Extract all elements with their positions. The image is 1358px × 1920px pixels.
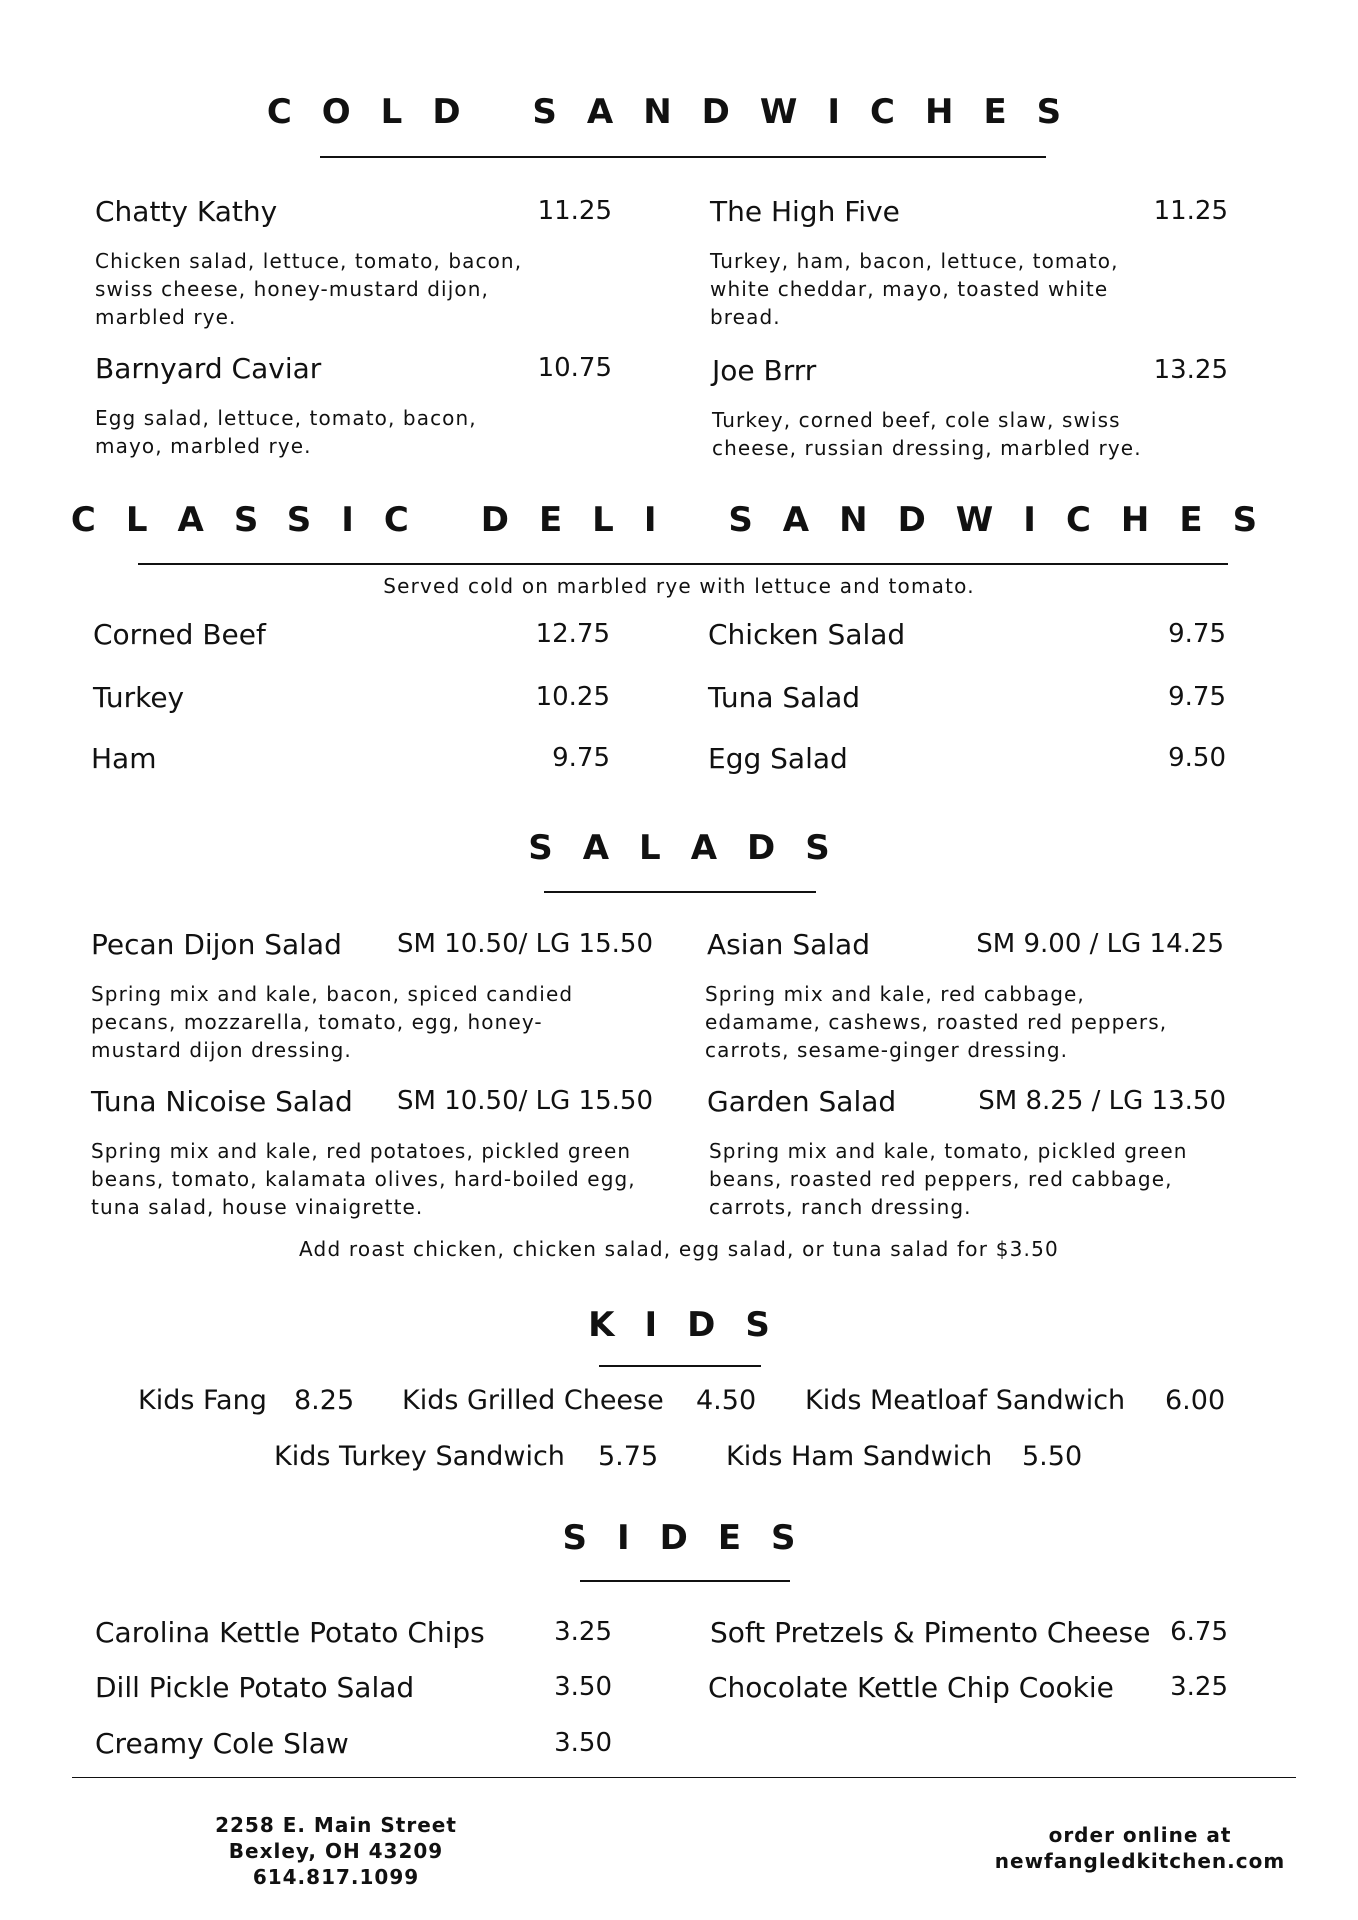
menu-item-price: 3.25 — [554, 1617, 612, 1647]
menu-item-name: The High Five — [710, 195, 900, 228]
website-link[interactable]: newfangledkitchen.com — [994, 1849, 1286, 1873]
kids-item-name: Kids Meatloaf Sandwich — [805, 1385, 1126, 1416]
menu-item-name: Chatty Kathy — [95, 195, 278, 228]
kids-item-name: Kids Fang — [138, 1385, 267, 1416]
kids-item-name: Kids Grilled Cheese — [402, 1385, 664, 1416]
cold-sandwiches-heading: COLD SANDWICHES — [266, 92, 1092, 132]
menu-item-description: Spring mix and kale, tomato, pickled green beans, roasted red peppers, red cabbage, carrots, ranch dressing. — [709, 1139, 1188, 1219]
menu-item-price: 3.50 — [554, 1728, 612, 1758]
menu-item-price: 13.25 — [1153, 355, 1228, 385]
menu-item-name: Ham — [91, 742, 157, 775]
kids-item-price: 8.25 — [294, 1385, 355, 1416]
menu-item-price: 12.75 — [535, 619, 610, 649]
footer-address — [186, 1812, 486, 1890]
menu-item-name: Pecan Dijon Salad — [91, 928, 342, 961]
kids-item-price: 4.50 — [696, 1385, 757, 1416]
classic-deli-rule — [138, 563, 1228, 565]
menu-item-name: Carolina Kettle Potato Chips — [95, 1616, 485, 1649]
menu-item-description: Spring mix and kale, red cabbage, edamame, cashews, roasted red peppers, carrots, sesame-ginger dressing. — [705, 982, 1168, 1062]
menu-item-price: 10.75 — [537, 353, 612, 383]
order-online-label: order online at — [1048, 1823, 1232, 1847]
menu-item-description: Chicken salad, lettuce, tomato, bacon, swiss cheese, honey-mustard dijon, marbled rye. — [95, 249, 523, 329]
menu-item-price: SM 10.50/ LG 15.50 — [397, 1086, 653, 1116]
menu-item-name: Chicken Salad — [708, 618, 906, 651]
menu-item-description: Spring mix and kale, bacon, spiced candied pecans, mozzarella, tomato, egg, honey-mustard dijon dressing. — [91, 982, 574, 1062]
kids-item-price: 6.00 — [1165, 1385, 1226, 1416]
salads-add-on-note: Add roast chicken, chicken salad, egg salad, or tuna salad for $3.50 — [299, 1237, 1059, 1261]
address-city: Bexley, OH 43209 — [228, 1839, 444, 1863]
menu-item-description: Spring mix and kale, red potatoes, pickled green beans, tomato, kalamata olives, hard-boiled egg, tuna salad, house vinaigrette. — [91, 1139, 636, 1219]
menu-item-price: SM 8.25 / LG 13.50 — [978, 1086, 1226, 1116]
menu-item-price: 11.25 — [1153, 196, 1228, 226]
footer-order-online — [980, 1822, 1300, 1874]
salads-heading: SALADS — [528, 828, 860, 868]
phone-number: 614.817.1099 — [252, 1865, 420, 1889]
menu-item-price: SM 10.50/ LG 15.50 — [397, 929, 653, 959]
menu-item-price: 3.50 — [554, 1672, 612, 1702]
kids-item-name: Kids Ham Sandwich — [726, 1441, 993, 1472]
menu-item-name: Asian Salad — [707, 928, 870, 961]
menu-item-price: 3.25 — [1170, 1672, 1228, 1702]
kids-item-price: 5.75 — [598, 1441, 659, 1472]
menu-item-price: 6.75 — [1170, 1617, 1228, 1647]
menu-item-name: Dill Pickle Potato Salad — [95, 1671, 415, 1704]
kids-item-name: Kids Turkey Sandwich — [274, 1441, 565, 1472]
menu-item-name: Tuna Salad — [708, 681, 861, 714]
menu-item-price: 11.25 — [537, 196, 612, 226]
menu-item-name: Turkey — [93, 681, 185, 714]
menu-item-description: Turkey, corned beef, cole slaw, swiss cheese, russian dressing, marbled rye. — [712, 408, 1142, 460]
menu-item-price: 9.50 — [1168, 743, 1226, 773]
menu-item-price: 10.25 — [535, 682, 610, 712]
menu-item-name: Creamy Cole Slaw — [95, 1727, 349, 1760]
menu-item-description: Egg salad, lettuce, tomato, bacon, mayo, marbled rye. — [95, 406, 477, 458]
menu-item-price: 9.75 — [552, 743, 610, 773]
address-street: 2258 E. Main Street — [215, 1813, 457, 1837]
menu-item-name: Barnyard Caviar — [95, 352, 322, 385]
menu-item-name: Chocolate Kettle Chip Cookie — [708, 1671, 1114, 1704]
menu-item-description: Turkey, ham, bacon, lettuce, tomato, white cheddar, mayo, toasted white bread. — [710, 249, 1119, 329]
sides-heading: SIDES — [562, 1518, 826, 1558]
menu-item-name: Joe Brrr — [712, 354, 817, 387]
menu-item-name: Soft Pretzels & Pimento Cheese — [710, 1616, 1151, 1649]
menu-item-name: Garden Salad — [707, 1085, 897, 1118]
menu-item-price: SM 9.00 / LG 14.25 — [976, 929, 1224, 959]
sides-rule — [580, 1580, 790, 1582]
kids-item-price: 5.50 — [1022, 1441, 1083, 1472]
menu-item-name: Corned Beef — [93, 618, 266, 651]
kids-rule — [599, 1365, 761, 1367]
classic-deli-heading: CLASSIC DELI SANDWICHES — [70, 500, 1288, 540]
kids-heading: KIDS — [588, 1305, 800, 1345]
footer-rule — [72, 1777, 1296, 1778]
classic-deli-note: Served cold on marbled rye with lettuce and tomato. — [383, 574, 975, 598]
menu-item-price: 9.75 — [1168, 619, 1226, 649]
menu-item-name: Egg Salad — [708, 742, 848, 775]
salads-rule — [544, 891, 816, 893]
menu-item-price: 9.75 — [1168, 682, 1226, 712]
menu-item-name: Tuna Nicoise Salad — [91, 1085, 353, 1118]
cold-sandwiches-rule — [320, 156, 1046, 158]
